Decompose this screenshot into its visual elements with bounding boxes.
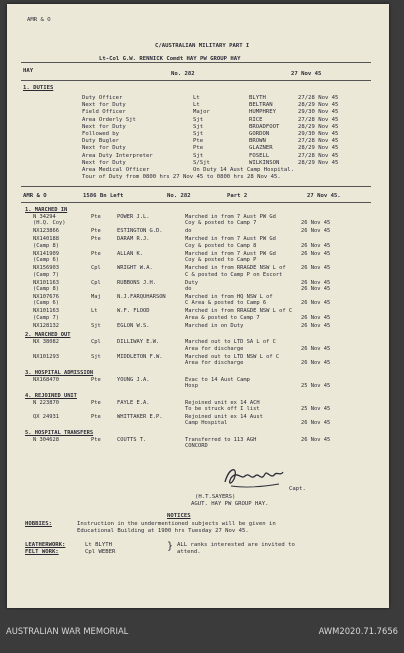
duty-role: Next for Duty	[82, 102, 126, 109]
row-name: N.J.FARQUHARSON	[117, 294, 166, 300]
header-title-line: C/AUSTRALIAN MILITARY PART I	[155, 43, 250, 49]
duty-dates: 27/28 Nov 45	[298, 116, 339, 123]
row-text: Transferred to 113 AGH	[185, 436, 257, 443]
duty-dates: 28/29 Nov 45	[298, 145, 339, 152]
row-service-number: NX156903	[33, 265, 59, 272]
header-top-left: AMR & O	[27, 17, 51, 23]
header-place: HAY	[23, 68, 34, 74]
header-subtitle-line: Lt-Col G.W. RENNICK Comdt HAY PW GROUP HAY	[99, 56, 241, 62]
row-date: 26 Nov 45	[301, 286, 331, 292]
row-text: Rejoined unit ex 14 ACH	[185, 399, 260, 406]
row-text: CONCORD	[185, 443, 208, 450]
row-date: 26 Nov 45	[301, 360, 331, 367]
section-heading: 3. HOSPITAL ADMISSION	[25, 369, 94, 376]
row-service-number: NX168470	[33, 376, 59, 383]
row-name: DILLIWAY E.W.	[117, 339, 160, 346]
duty-role: Duty Bugler	[82, 138, 120, 145]
row-text: Coy & posted to Camp 8	[185, 242, 257, 249]
row-text: Marched out to LTD SA L of C	[185, 339, 276, 346]
duty-role: Next for Duty	[82, 145, 126, 152]
duty-dates: 27/28 Nov 45	[298, 95, 339, 101]
row-name: RUBBONS J.H.	[117, 279, 156, 286]
duty-name: BROADFOOT	[249, 123, 280, 130]
duty-dates: 27/28 Nov 45	[298, 138, 339, 145]
row-rank: Pte	[91, 376, 101, 383]
row-date: 26 Nov 45	[301, 279, 331, 286]
row-sub-unit: (Camp 6)	[33, 300, 59, 307]
row-date: 26 Nov 45	[301, 420, 331, 427]
medical-officer-text: On Duty 14 Aust Camp Hospital.	[193, 167, 295, 173]
row-text: Hosp	[185, 383, 198, 389]
row-rank: Pte	[91, 250, 101, 257]
row-sub-unit: (Camp 6)	[33, 257, 59, 264]
duty-role: Area Duty Interpreter	[82, 152, 153, 159]
row-rank: Cpl	[91, 279, 101, 286]
row-text: Marched in from RRAGDE NSW L of C	[185, 308, 293, 315]
row-rank: Pte	[91, 214, 101, 220]
header-rule-2	[21, 80, 371, 81]
row-service-number: NX 38082	[33, 339, 59, 346]
row-name: MIDDLETON F.W.	[117, 353, 163, 360]
row-rank: Pte	[91, 413, 101, 420]
section-heading: 4. REJOINED UNIT	[25, 392, 77, 399]
row-text: C & posted to Camp P on Escort	[185, 271, 283, 278]
row-date: 26 Nov 45	[301, 345, 331, 352]
header-order-no: No. 282	[171, 71, 195, 77]
row-rank: Cpl	[91, 265, 101, 272]
section-heading: 1. MARCHED IN	[25, 207, 68, 213]
tour-of-duty-line: Tour of Duty from 0800 hrs 27 Nov 45 to 0800 hrs 28 Nov 45.	[82, 174, 281, 180]
craft-1-label: LEATHERWORK:	[25, 542, 66, 548]
row-date: 26 Nov 45	[301, 314, 331, 321]
row-sub-unit: (Camp 7)	[33, 314, 59, 321]
row-date: 26 Nov 45	[301, 265, 331, 272]
invite-text-2: attend.	[177, 549, 201, 555]
duty-rank: Major	[193, 109, 210, 116]
duty-role: Next for Duty	[82, 123, 126, 130]
row-text: Marched in from 7 Aust PW Gd	[185, 214, 276, 220]
duty-rank: Pte	[193, 145, 204, 152]
brace-glyph: }	[167, 541, 174, 552]
header-rule	[21, 62, 371, 63]
signature-role: Capt.	[289, 486, 306, 492]
duty-dates: 27/28 Nov 45	[298, 152, 339, 159]
row-text: Camp Hospital	[185, 420, 228, 427]
duty-name: RICE	[249, 116, 263, 123]
footer-left: AUSTRALIAN WAR MEMORIAL	[6, 626, 129, 636]
row-text: Rejoined unit ex 14 Aust	[185, 413, 263, 420]
duty-dates: 29/30 Nov 45	[298, 109, 339, 116]
duty-name: GORDON	[249, 131, 270, 137]
footer-bar	[0, 610, 404, 653]
part2-date: 27 Nov 45.	[307, 193, 341, 199]
craft-2-label: FELT WORK:	[25, 549, 59, 555]
row-sub-unit: (Camp 8)	[33, 286, 59, 292]
duty-role: Area Orderly Sjt	[82, 116, 136, 123]
row-name: YOUNG J.A.	[117, 376, 150, 383]
row-text: Area for discharge	[185, 360, 244, 367]
duty-rank: Sjt	[193, 123, 204, 130]
hobbies-text-1: Instruction in the undermentioned subjects will be given in	[77, 521, 276, 527]
row-rank: Cpl	[91, 339, 101, 346]
duty-dates: 28/29 Nov 45	[298, 102, 339, 109]
row-text: Marched in from 7 Aust PW Gd	[185, 236, 276, 243]
duty-name: BROWN	[249, 138, 266, 145]
row-name: ALLAN K.	[117, 250, 143, 257]
duty-dates: 29/30 Nov 45	[298, 131, 339, 137]
craft-2-person: Cpl WEBER	[85, 549, 116, 555]
duty-dates: 28/29 Nov 45	[298, 159, 339, 166]
duty-name: BLYTH	[249, 95, 266, 101]
duty-role: Duty Officer	[82, 95, 123, 101]
row-service-number: QX 24931	[33, 413, 59, 420]
duty-role: Field Officer	[82, 109, 126, 116]
header-date: 27 Nov 45	[291, 71, 322, 77]
notices-heading: NOTICES	[167, 513, 191, 519]
row-date: 25 Nov 45	[301, 405, 331, 412]
part2-order-no: No. 282	[167, 193, 191, 199]
row-rank: Maj	[91, 294, 101, 300]
row-service-number: NX101163	[33, 279, 59, 286]
signature-name: (H.T.SAYERS)	[195, 494, 236, 500]
row-text: Marched in from 7 Aust PW Gd	[185, 250, 276, 257]
medical-officer-role: Area Medical Officer	[82, 167, 150, 173]
row-text: Area for discharge	[185, 345, 244, 352]
section-heading: 5. HOSPITAL TRANSFERS	[25, 429, 94, 436]
row-name: ESTINGTON G.D.	[117, 228, 163, 235]
row-date: 26 Nov 45	[301, 300, 331, 307]
row-service-number: NX123866	[33, 228, 59, 235]
duty-rank: Lt	[193, 102, 200, 109]
row-name: W.F. FLOOD	[117, 308, 150, 315]
row-text: C Area & posted to Camp 6	[185, 300, 267, 307]
row-rank: Pte	[91, 436, 101, 443]
row-service-number: NX107676	[33, 294, 59, 300]
row-rank: Sjt	[91, 322, 101, 329]
row-date: 26 Nov 45	[301, 436, 331, 443]
duty-role: Next for Duty	[82, 159, 126, 166]
row-service-number: N 34294	[33, 214, 56, 220]
hobbies-text-2: Educational Building at 1900 hrs Tuesday 27 Nov 45.	[77, 528, 249, 534]
row-service-number: NX141909	[33, 250, 59, 257]
row-text: Marched in on Duty	[185, 322, 244, 329]
duty-rank: Sjt	[193, 131, 204, 137]
row-rank: Pte	[91, 228, 101, 235]
row-date: 26 Nov 45	[301, 228, 331, 235]
row-name: POWER J.L.	[117, 214, 150, 220]
row-text: Duty	[185, 279, 198, 286]
row-date: 25 Nov 45	[301, 383, 331, 389]
craft-1-person: Lt BLYTH	[85, 542, 112, 548]
row-sub-unit: (Camp 8)	[33, 242, 59, 249]
duty-name: GLAZNER	[249, 145, 273, 152]
row-date: 26 Nov 45	[301, 322, 331, 329]
row-service-number: NX128132	[33, 322, 59, 329]
row-text: Marched in from HQ NSW L of	[185, 294, 273, 300]
footer-right: AWM2020.71.7656	[318, 626, 398, 636]
row-service-number: N 304628	[33, 436, 59, 443]
duty-rank: S/Sjt	[193, 159, 210, 166]
row-rank: Pte	[91, 236, 101, 243]
row-service-number: NX101293	[33, 353, 59, 360]
row-text: do	[185, 286, 192, 292]
part2-rule	[21, 202, 371, 203]
duty-name: BELTRAN	[249, 102, 273, 109]
row-text: Area & posted to Camp 7	[185, 314, 260, 321]
duty-rank: Lt	[193, 95, 200, 101]
row-service-number: NX140188	[33, 236, 59, 243]
invite-text-1: ALL ranks interested are invited to	[177, 542, 295, 548]
row-text: Marched in from RRAGDE NSW L of	[185, 265, 286, 272]
row-name: DARAM R.J.	[117, 236, 150, 243]
row-name: WHITTAKER E.P.	[117, 413, 163, 420]
row-service-number: NX101163	[33, 308, 59, 315]
section-heading: 2. MARCHED OUT	[25, 332, 71, 339]
row-date: 26 Nov 45	[301, 250, 331, 257]
row-text: Marched out to LTD NSW L of C	[185, 353, 280, 360]
duty-name: FOSELL	[249, 152, 270, 159]
row-service-number: N 223870	[33, 399, 59, 406]
duties-heading: 1. DUTIES	[23, 85, 54, 91]
row-rank: Sjt	[91, 353, 101, 360]
row-name: COUTTS T.	[117, 436, 147, 443]
row-sub-unit: (Camp 7)	[33, 271, 59, 278]
row-name: FAYLE E.A.	[117, 399, 150, 406]
row-text: To be struck off I list	[185, 405, 260, 412]
row-name: WRIGHT W.A.	[117, 265, 153, 272]
row-sub-unit: (H.Q. Coy)	[33, 220, 66, 227]
row-name: EGLON W.S.	[117, 322, 150, 329]
row-date: 26 Nov 45	[301, 220, 331, 227]
row-text: Evac to 14 Aust Camp	[185, 376, 250, 383]
duty-rank: Sjt	[193, 152, 204, 159]
duty-dates: 28/29 Nov 45	[298, 123, 339, 130]
row-rank: Pte	[91, 399, 101, 406]
row-text: Coy & posted to Camp 7	[185, 220, 257, 227]
part-separator	[21, 186, 371, 187]
row-date: 26 Nov 45	[301, 242, 331, 249]
part2-part: Part 2	[227, 193, 248, 199]
document-page	[7, 4, 389, 608]
part2-left: AMR & O	[23, 193, 47, 199]
duty-name: HUMPHREY	[249, 109, 276, 116]
duty-rank: Pte	[193, 138, 204, 145]
hobbies-label: HOBBIES:	[25, 521, 52, 527]
duty-rank: Sjt	[193, 116, 204, 123]
row-text: Coy & posted to Camp P	[185, 257, 257, 264]
part2-unit: 1586 Bn Left	[83, 193, 124, 199]
duty-name: WILKINSON	[249, 159, 280, 166]
signature-title: AGUT. HAY PW GROUP HAY.	[191, 501, 269, 507]
row-text: do	[185, 228, 192, 235]
signature-image	[221, 462, 285, 492]
duty-role: Followed by	[82, 131, 120, 137]
row-rank: Lt	[91, 308, 98, 315]
